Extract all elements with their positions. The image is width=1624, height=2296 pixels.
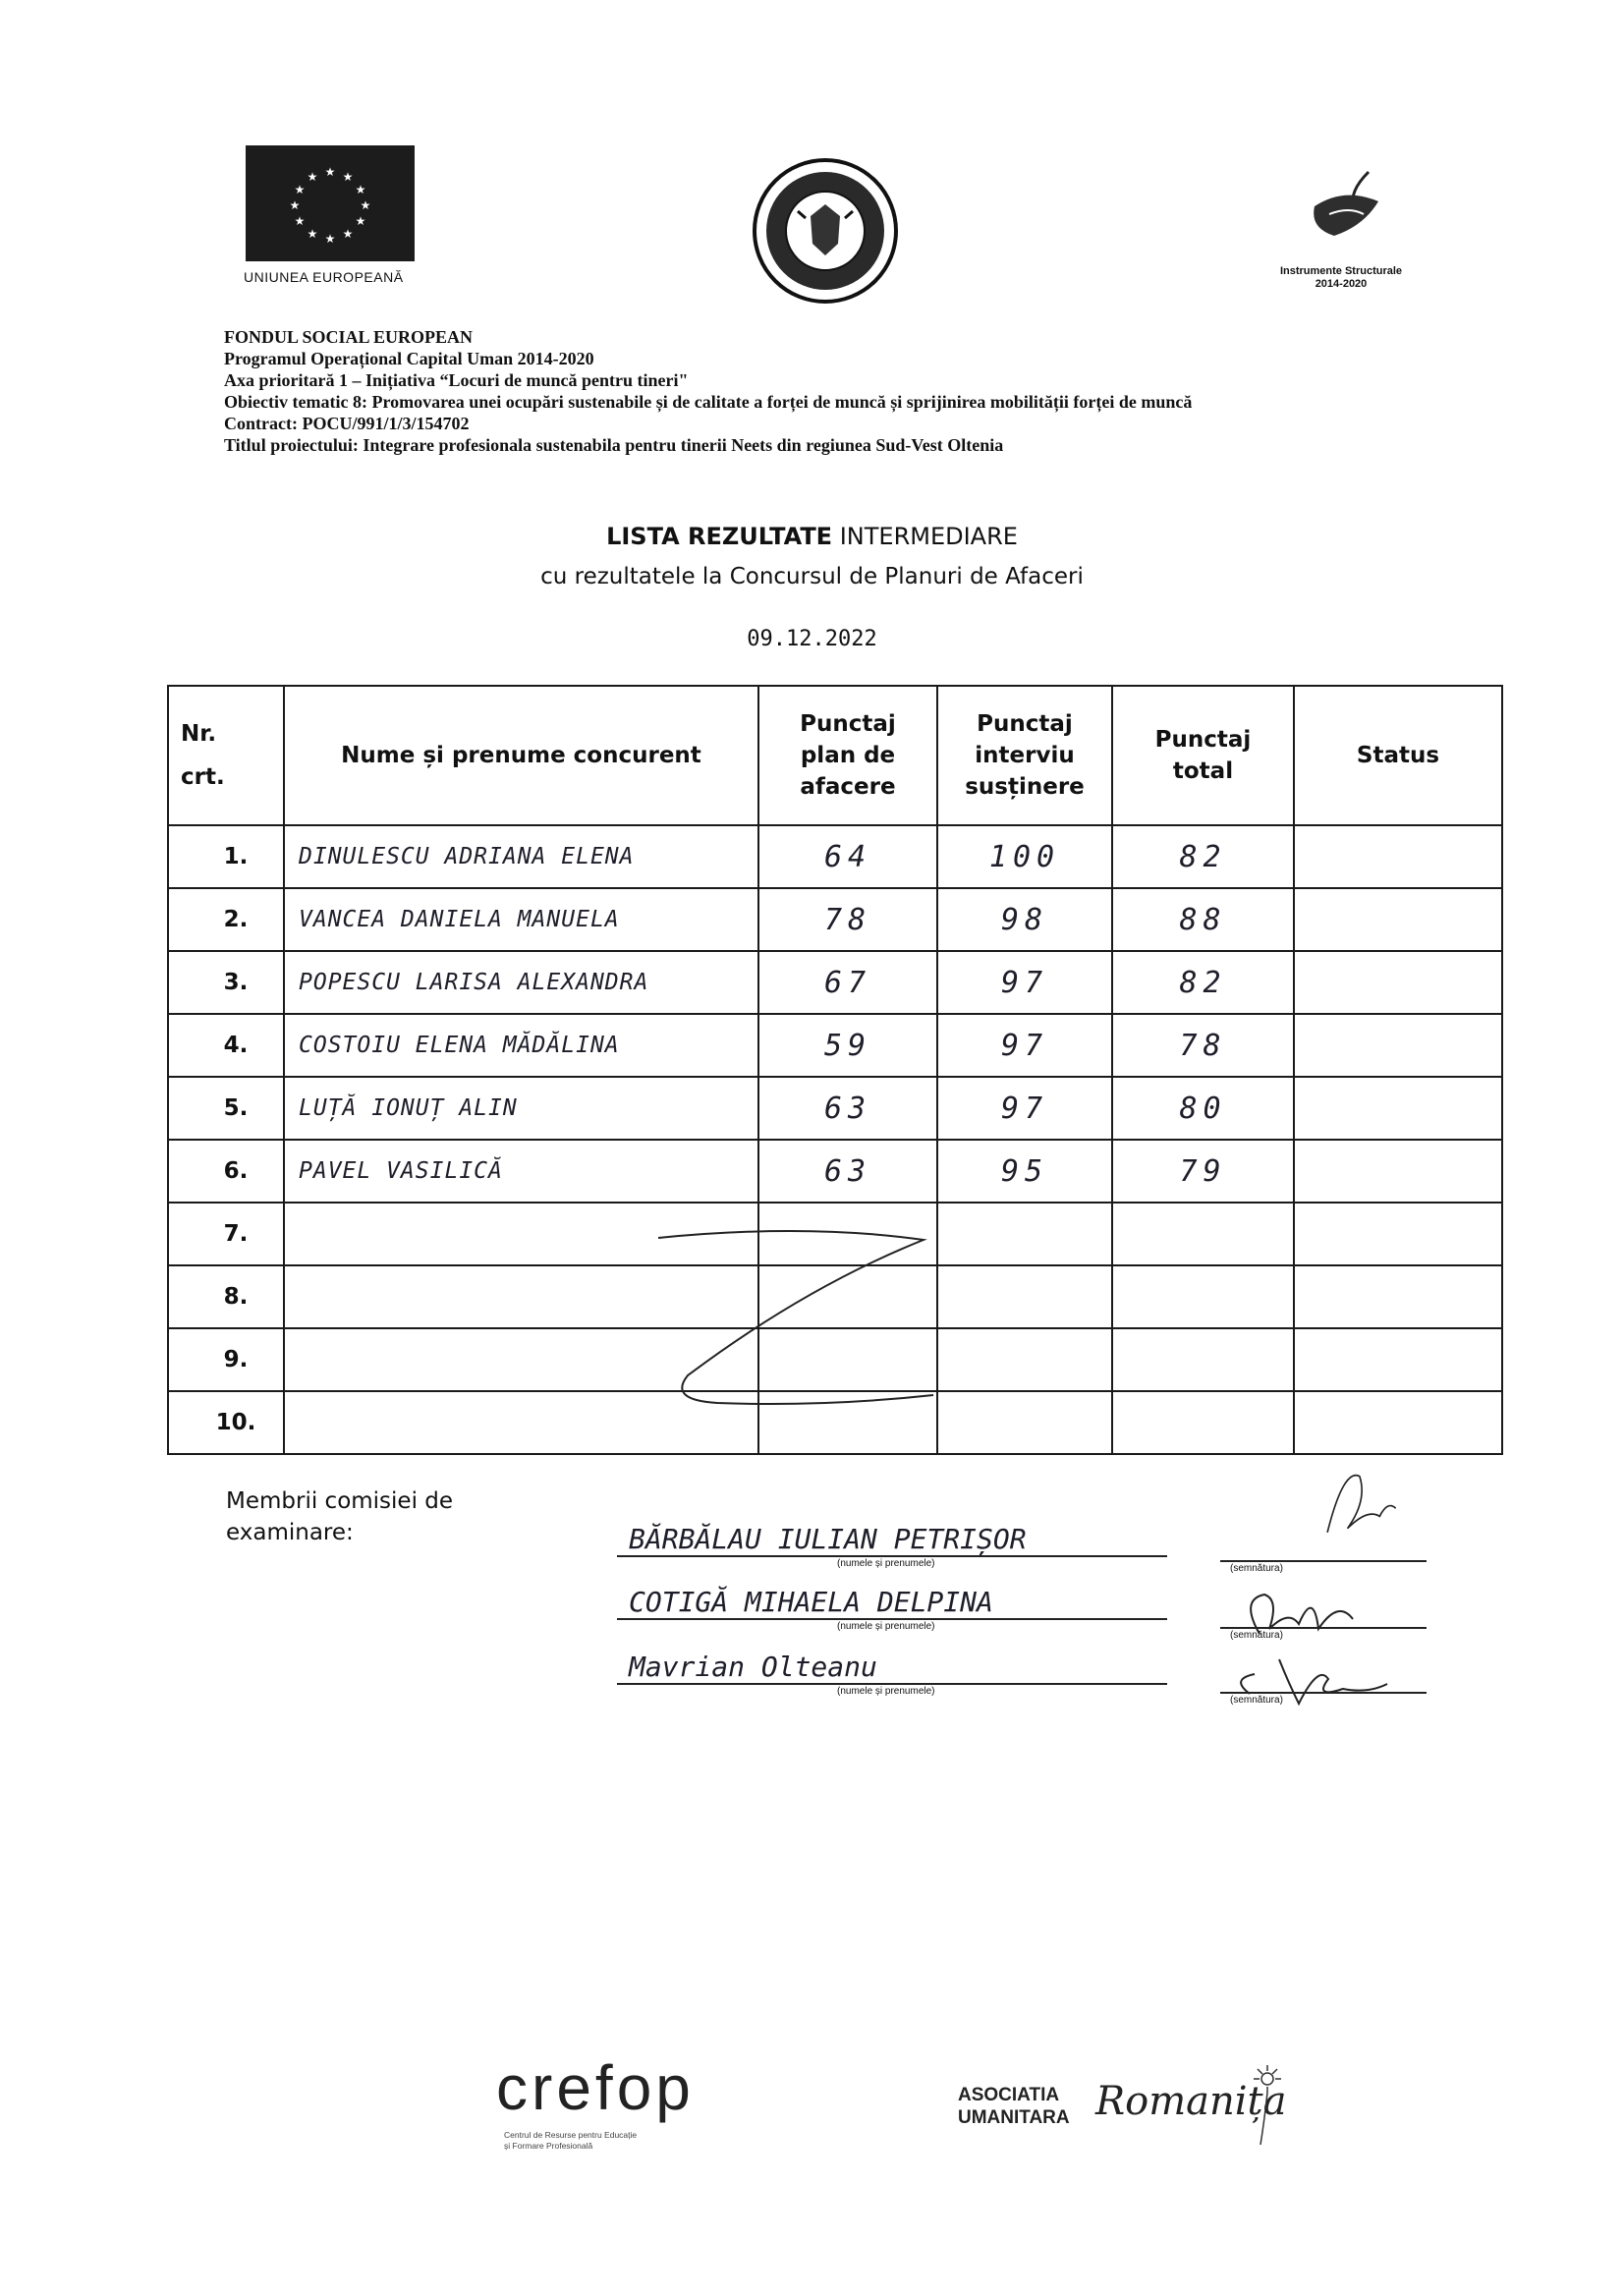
svg-text:★: ★ <box>294 214 306 228</box>
header-status: Status <box>1294 686 1502 825</box>
eu-flag-icon <box>246 145 415 261</box>
table-row <box>168 888 1502 951</box>
committee-member-3 <box>617 1651 1167 1699</box>
row-interview-score: 97 <box>937 1077 1112 1140</box>
row-status <box>1294 1328 1502 1391</box>
row-name: COSTOIU ELENA MĂDĂLINA <box>284 1014 758 1077</box>
row-status <box>1294 888 1502 951</box>
row-total-score: 78 <box>1112 1014 1294 1077</box>
header-total <box>1112 686 1294 825</box>
row-status <box>1294 951 1502 1014</box>
structural-instruments-logo <box>1277 167 1405 300</box>
member-name: Mavrian Olteanu <box>629 1651 877 1683</box>
header-plan-line3: afacere <box>800 774 896 800</box>
row-total-score: 82 <box>1112 825 1294 888</box>
row-total-score: 82 <box>1112 951 1294 1014</box>
structural-instruments-caption <box>1277 265 1405 291</box>
name-caption: (numele și prenumele) <box>837 1621 935 1632</box>
table-row <box>168 951 1502 1014</box>
asociatia-line1: ASOCIATIA <box>958 2085 1060 2105</box>
table-row <box>168 1014 1502 1077</box>
row-total-score: 79 <box>1112 1140 1294 1203</box>
title-rest: INTERMEDIARE <box>839 523 1018 550</box>
row-status <box>1294 1391 1502 1454</box>
row-interview-score: 97 <box>937 951 1112 1014</box>
table-row <box>168 1140 1502 1203</box>
row-status <box>1294 1140 1502 1203</box>
row-nr: 9. <box>168 1328 284 1391</box>
row-total-score: 88 <box>1112 888 1294 951</box>
row-interview-score <box>937 1391 1112 1454</box>
header-name: Nume și prenume concurent <box>284 686 758 825</box>
name-caption: (numele și prenumele) <box>837 1558 935 1569</box>
program-name: Programul Operațional Capital Uman 2014-2020 <box>224 349 594 368</box>
svg-text:★: ★ <box>342 227 354 241</box>
svg-text:★: ★ <box>324 165 336 179</box>
svg-text:★: ★ <box>355 183 366 196</box>
row-total-score: 80 <box>1112 1077 1294 1140</box>
row-interview-score: 97 <box>937 1014 1112 1077</box>
signature-caption: (semnătura) <box>1230 1563 1283 1574</box>
row-plan-score: 59 <box>758 1014 937 1077</box>
title-bold: LISTA REZULTATE <box>606 523 833 550</box>
committee-label-line2: examinare: <box>226 1520 354 1545</box>
svg-text:★: ★ <box>307 170 318 184</box>
priority-axis: Axa prioritară 1 – Inițiativa “Locuri de muncă pentru tineri" <box>224 370 689 390</box>
row-nr: 7. <box>168 1203 284 1265</box>
handwritten-signature-3 <box>1220 1635 1427 1723</box>
committee-label-line1: Membrii comisiei de <box>226 1488 454 1514</box>
row-plan-score: 63 <box>758 1140 937 1203</box>
svg-text:★: ★ <box>355 214 366 228</box>
header-nr-line2: crt. <box>181 764 225 790</box>
empty-rows-strike-mark <box>629 1228 943 1425</box>
document-date: 09.12.2022 <box>747 627 877 651</box>
row-interview-score <box>937 1265 1112 1328</box>
row-interview-score: 95 <box>937 1140 1112 1203</box>
signature-caption: (semnătura) <box>1230 1695 1283 1706</box>
row-status <box>1294 1265 1502 1328</box>
project-info <box>224 326 1501 456</box>
header-total-line1: Punctaj <box>1154 727 1252 753</box>
row-plan-score: 63 <box>758 1077 937 1140</box>
signature-caption: (semnătura) <box>1230 1630 1283 1641</box>
crefop-tagline-2: și Formare Profesională <box>504 2141 593 2151</box>
table-row <box>168 825 1502 888</box>
svg-text:★: ★ <box>324 232 336 246</box>
row-nr: 5. <box>168 1077 284 1140</box>
row-nr: 10. <box>168 1391 284 1454</box>
row-status <box>1294 1203 1502 1265</box>
row-plan-score: 67 <box>758 951 937 1014</box>
svg-text:★: ★ <box>342 170 354 184</box>
row-interview-score <box>937 1203 1112 1265</box>
header-nr-line1: Nr. <box>181 721 217 747</box>
crefop-wordmark: crefop <box>496 2052 695 2123</box>
contract-number: Contract: POCU/991/1/3/154702 <box>224 414 470 433</box>
document-title <box>0 523 1624 550</box>
row-status <box>1294 1077 1502 1140</box>
asociatia-line2: UMANITARA <box>958 2107 1070 2128</box>
svg-text:★: ★ <box>360 198 371 212</box>
row-interview-score: 100 <box>937 825 1112 888</box>
header-plan-line1: Punctaj <box>800 711 896 737</box>
table-row <box>168 1077 1502 1140</box>
row-total-score <box>1112 1328 1294 1391</box>
eu-logo <box>244 145 416 283</box>
row-name: DINULESCU ADRIANA ELENA <box>284 825 758 888</box>
structural-caption-line2: 2014-2020 <box>1315 278 1368 290</box>
row-nr: 4. <box>168 1014 284 1077</box>
crefop-tagline <box>504 2130 637 2152</box>
header-interview <box>937 686 1112 825</box>
thematic-objective: Obiectiv tematic 8: Promovarea unei ocupări sustenabile și de calitate a forței de muncă și sprijinirea mobilității forței de muncă <box>224 392 1193 412</box>
header-plan <box>758 686 937 825</box>
row-interview-score <box>937 1328 1112 1391</box>
asociatia-romanita-logo <box>958 2061 1312 2169</box>
row-status <box>1294 1014 1502 1077</box>
flower-icon <box>1243 2061 1292 2150</box>
name-caption: (numele și prenumele) <box>837 1686 935 1697</box>
crefop-logo <box>496 2051 752 2159</box>
row-name: PAVEL VASILICĂ <box>284 1140 758 1203</box>
document-subtitle: cu rezultatele la Concursul de Planuri de Afaceri <box>540 564 1084 589</box>
svg-text:★: ★ <box>307 227 318 241</box>
committee-member-2 <box>617 1586 1167 1634</box>
row-name: VANCEA DANIELA MANUELA <box>284 888 758 951</box>
fund-name: FONDUL SOCIAL EUROPEAN <box>224 327 474 347</box>
row-nr: 8. <box>168 1265 284 1328</box>
romanita-script: Romanița <box>1095 2079 1287 2124</box>
header-interview-line2: interviu <box>975 743 1075 768</box>
government-seal-icon <box>752 157 899 305</box>
row-nr: 3. <box>168 951 284 1014</box>
header-nr <box>168 686 284 825</box>
member-name: BĂRBĂLAU IULIAN PETRIȘOR <box>629 1523 1027 1555</box>
row-nr: 2. <box>168 888 284 951</box>
svg-text:★: ★ <box>289 198 301 212</box>
row-name: LUȚĂ IONUȚ ALIN <box>284 1077 758 1140</box>
header-total-line2: total <box>1172 758 1234 784</box>
structural-caption-line1: Instrumente Structurale <box>1279 265 1403 277</box>
handwritten-signature-1 <box>1220 1452 1427 1540</box>
row-nr: 6. <box>168 1140 284 1203</box>
member-name: COTIGĂ MIHAELA DELPINA <box>629 1586 993 1618</box>
row-total-score <box>1112 1391 1294 1454</box>
row-name: POPESCU LARISA ALEXANDRA <box>284 951 758 1014</box>
committee-member-1 <box>617 1523 1167 1571</box>
row-total-score <box>1112 1203 1294 1265</box>
committee-label <box>226 1485 521 1548</box>
header-interview-line3: susținere <box>965 774 1085 800</box>
table-header-row <box>168 686 1502 825</box>
row-status <box>1294 825 1502 888</box>
row-plan-score: 78 <box>758 888 937 951</box>
row-total-score <box>1112 1265 1294 1328</box>
structural-instruments-icon <box>1295 167 1393 255</box>
crefop-tagline-1: Centrul de Resurse pentru Educație <box>504 2130 638 2140</box>
header-plan-line2: plan de <box>800 743 896 768</box>
eu-caption: UNIUNEA EUROPEANĂ <box>244 269 404 285</box>
project-title: Titlul proiectului: Integrare profesionala sustenabila pentru tinerii Neets din regiunea Sud-Vest Oltenia <box>224 435 1004 455</box>
row-nr: 1. <box>168 825 284 888</box>
svg-text:★: ★ <box>294 183 306 196</box>
row-interview-score: 98 <box>937 888 1112 951</box>
header-interview-line1: Punctaj <box>977 711 1073 737</box>
row-plan-score: 64 <box>758 825 937 888</box>
signature-slot-3 <box>1220 1692 1427 1708</box>
